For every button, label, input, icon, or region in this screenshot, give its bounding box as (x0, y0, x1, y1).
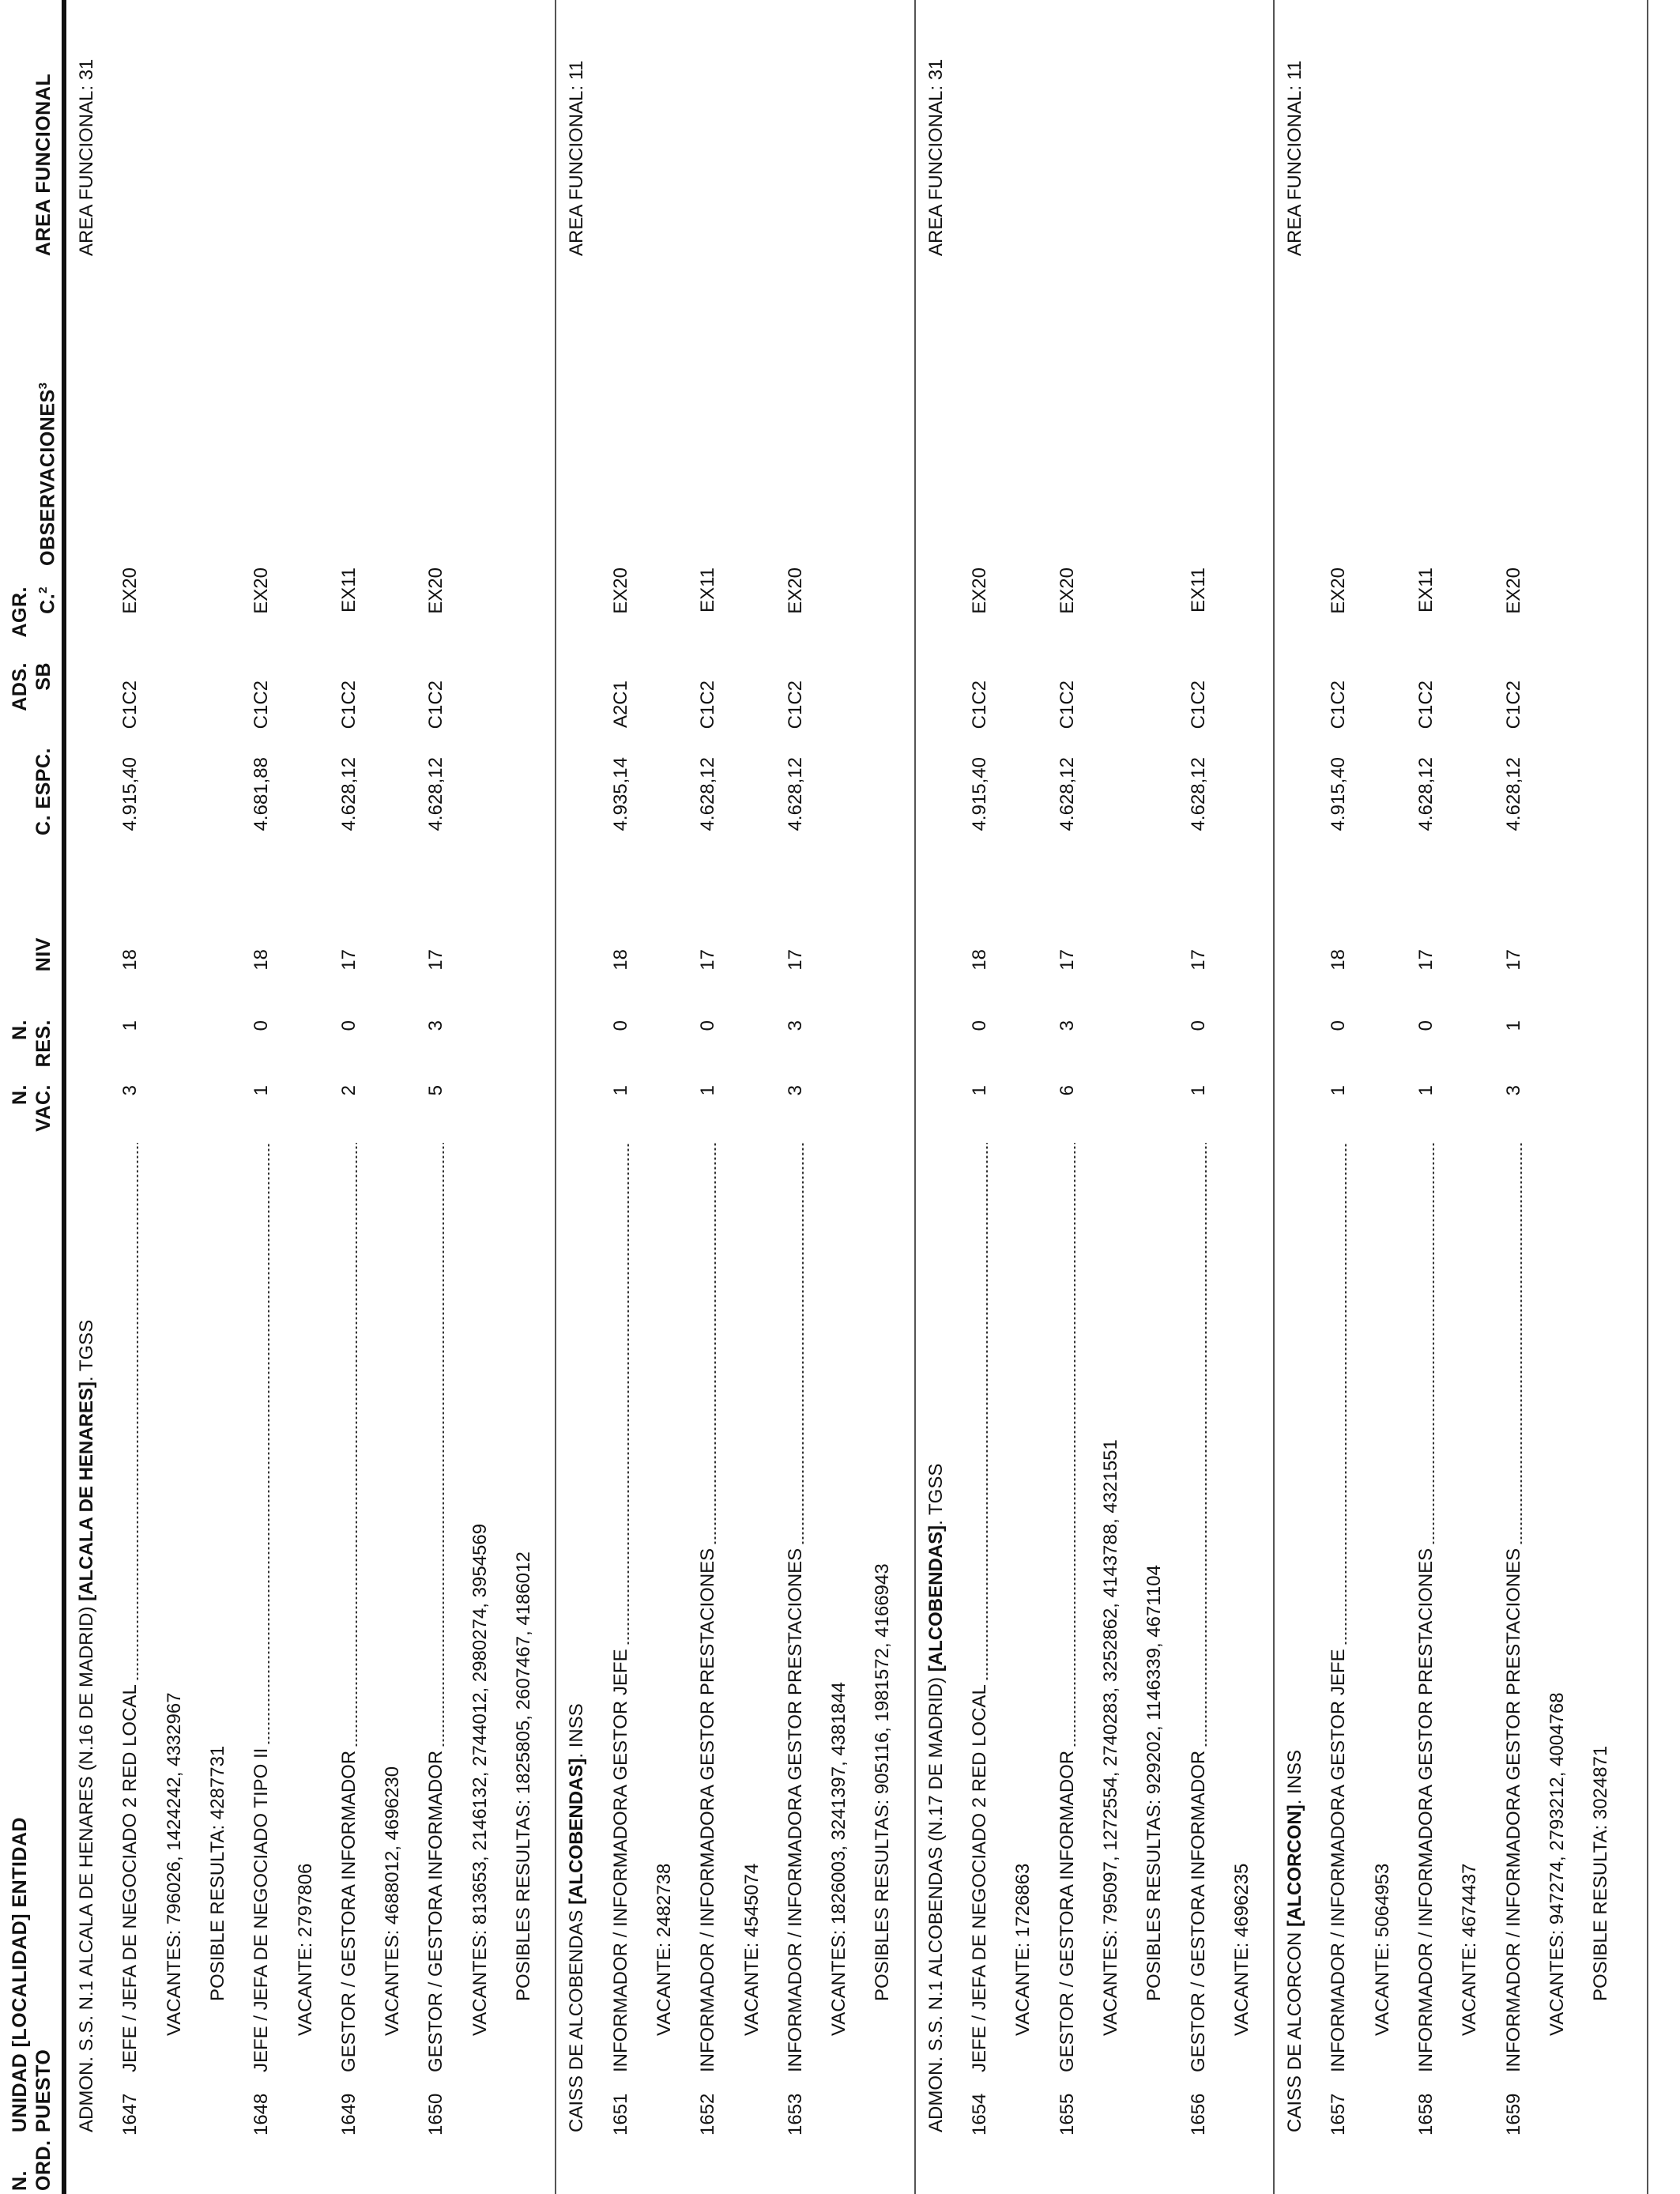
table-row-res: 0 (969, 1020, 990, 1031)
table-row-ads: C1C2 (1415, 680, 1437, 729)
area-funcional: AREA FUNCIONAL: 11 (566, 60, 588, 256)
table-row-ord: 1655 (1056, 2093, 1078, 2136)
table-row-ord: 1650 (425, 2093, 447, 2136)
table-row-detail: POSIBLES RESULTAS: 905116, 1981572, 4166943 (872, 1563, 894, 2001)
table-row-vac: 1 (609, 1085, 631, 1096)
table-row-espc: 4.628,12 (1502, 757, 1524, 831)
table-row-res: 0 (1187, 1020, 1209, 1031)
table-row-detail: VACANTE: 4674437 (1459, 1863, 1481, 2036)
table-row-detail: VACANTE: 2482738 (653, 1863, 675, 2036)
dot-leader (1074, 1143, 1075, 1747)
table-row-agr: EX20 (119, 567, 141, 614)
unit-name: ADMON. S.S. N.1 ALCOBENDAS (N.17 DE MADRID) (925, 1672, 947, 2132)
header-agr-c (8, 586, 59, 647)
header-n-res-line1: N. (9, 1020, 31, 1040)
table-row-detail: VACANTE: 4545074 (740, 1863, 763, 2036)
table-row-ord: 1657 (1328, 2093, 1350, 2136)
section-divider (914, 0, 916, 2194)
table-row-puesto: GESTOR / GESTORA INFORMADOR (337, 1750, 360, 2072)
table-row-ads: C1C2 (1056, 680, 1078, 729)
table-row-agr: EX20 (609, 567, 631, 614)
header-agr-sup: 2 (36, 586, 50, 594)
table-row-niv: 17 (337, 949, 360, 971)
table-row-res: 3 (1056, 1020, 1078, 1031)
unit-locality: [ALCALA DE HENARES] (76, 1382, 97, 1601)
dot-leader (1205, 1143, 1207, 1747)
header-area-funcional: AREA FUNCIONAL (32, 73, 55, 256)
table-row-ads: C1C2 (119, 680, 141, 729)
table-row-ads: C1C2 (425, 680, 447, 729)
bottom-rule (1647, 0, 1648, 2194)
table-row-niv: 18 (1328, 949, 1350, 971)
table-row-detail: POSIBLES RESULTAS: 929202, 1146339, 4671104 (1143, 1565, 1166, 2001)
table-row-detail: VACANTES: 795097, 1272554, 2740283, 3252862, 4143788, 4321551 (1099, 1439, 1121, 2036)
table-row-espc: 4.628,12 (1415, 757, 1437, 831)
table-row-ads: C1C2 (1328, 680, 1350, 729)
table-row-espc: 4.628,12 (784, 757, 806, 831)
table-row-espc: 4.915,40 (1328, 757, 1350, 831)
unit-name: ADMON. S.S. N.1 ALCALA DE HENARES (N.16 DE MADRID) (76, 1600, 97, 2132)
table-row-agr: EX11 (1415, 567, 1437, 613)
table-row-ord: 1658 (1415, 2093, 1437, 2136)
table-row-res: 0 (1415, 1020, 1437, 1031)
header-n-vac (8, 1084, 55, 1137)
table-row-puesto: GESTOR / GESTORA INFORMADOR (1187, 1750, 1209, 2072)
header-agr-line2: C.$^2$ (36, 586, 59, 614)
table-row-niv: 18 (969, 949, 990, 971)
table-row-detail: POSIBLE RESULTA: 4287731 (206, 1745, 228, 2001)
header-observaciones-sup: 3 (36, 382, 50, 390)
area-funcional: AREA FUNCIONAL: 31 (925, 58, 947, 256)
table-row-ord: 1651 (609, 2093, 631, 2136)
header-unidad-line1: UNIDAD [LOCALIDAD] ENTIDAD (9, 1816, 31, 2132)
header-ads-line2: SB (32, 662, 55, 691)
table-row-ord: 1647 (119, 2093, 141, 2136)
unit-entity: . INSS (566, 1703, 588, 1759)
table-row-ord: 1654 (969, 2093, 990, 2136)
table-row-detail: VACANTE: 1726863 (1012, 1863, 1034, 2036)
table-row-vac: 6 (1056, 1085, 1078, 1096)
table-row-ads: C1C2 (250, 680, 273, 729)
table-row-puesto: INFORMADOR / INFORMADORA GESTOR PRESTACIONES (1415, 1547, 1437, 2072)
unit-entity: . TGSS (925, 1463, 947, 1525)
dot-leader (443, 1143, 444, 1747)
unit-heading (76, 1320, 98, 2132)
table-row-ord: 1656 (1187, 2093, 1209, 2136)
table-row-niv: 17 (425, 949, 447, 971)
table-row-ads: C1C2 (1502, 680, 1524, 729)
table-row-espc: 4.681,88 (250, 757, 273, 831)
table-row-vac: 1 (1187, 1085, 1209, 1096)
table-row-detail: POSIBLE RESULTA: 3024871 (1590, 1745, 1612, 2001)
table-row-ads: C1C2 (697, 680, 719, 729)
dot-leader (986, 1143, 988, 1681)
dot-leader (268, 1143, 269, 1745)
table-row-niv: 17 (1056, 949, 1078, 971)
table-row-puesto: GESTOR / GESTORA INFORMADOR (425, 1750, 447, 2072)
header-n-res (8, 1020, 55, 1072)
table-row-detail: POSIBLES RESULTAS: 1825805, 2607467, 4186012 (513, 1551, 534, 2001)
table-row-agr: EX20 (250, 567, 273, 614)
table-row-niv: 17 (1415, 949, 1437, 971)
table-row-niv: 18 (609, 949, 631, 971)
unit-heading (925, 1464, 947, 2132)
header-unidad-line2: PUESTO (32, 2049, 55, 2132)
dot-leader (356, 1143, 357, 1747)
table-row-ord: 1652 (697, 2093, 719, 2136)
table-row-res: 0 (1328, 1020, 1350, 1031)
table-row-ads: C1C2 (784, 680, 806, 729)
header-observaciones-label: OBSERVACIONES (36, 389, 59, 566)
area-funcional: AREA FUNCIONAL: 31 (76, 58, 97, 256)
table-row-ord: 1653 (784, 2093, 806, 2136)
dot-leader (627, 1143, 629, 1646)
table-row-puesto: INFORMADOR / INFORMADORA GESTOR PRESTACIONES (784, 1547, 806, 2072)
table-row-vac: 1 (1328, 1085, 1350, 1096)
table-row-espc: 4.628,12 (1056, 757, 1078, 831)
table-row-detail: VACANTES: 947274, 2793212, 4004768 (1546, 1692, 1568, 2036)
table-row-agr: EX20 (1328, 567, 1350, 614)
dot-leader (137, 1143, 138, 1681)
table-row-espc: 4.935,14 (609, 757, 631, 831)
table-row-detail: VACANTES: 1826003, 3241397, 4381844 (828, 1682, 850, 2036)
table-row-niv: 18 (119, 949, 141, 971)
table-row-ads: C1C2 (1187, 680, 1209, 729)
table-row-vac: 3 (1502, 1085, 1524, 1096)
table-row-espc: 4.915,40 (119, 757, 141, 831)
table-row-ord: 1649 (337, 2093, 360, 2136)
table-row-niv: 17 (1187, 949, 1209, 971)
table-row-espc: 4.628,12 (337, 757, 360, 831)
table-row-agr: EX11 (337, 567, 360, 613)
table-row-vac: 1 (1415, 1085, 1437, 1096)
table-row-puesto: JEFE / JEFA DE NEGOCIADO TIPO II (250, 1747, 273, 2072)
table-row-ord: 1659 (1502, 2093, 1524, 2136)
table-row-puesto: JEFE / JEFA DE NEGOCIADO 2 RED LOCAL (969, 1684, 990, 2072)
table-row-res: 0 (697, 1020, 719, 1031)
table-row-detail: VACANTE: 2797806 (294, 1863, 316, 2036)
table-row-detail: VACANTE: 4696235 (1230, 1863, 1252, 2036)
table-row-espc: 4.915,40 (969, 757, 990, 831)
header-rule (62, 0, 66, 2194)
unit-name: CAISS DE ALCOBENDAS (566, 1904, 588, 2132)
table-row-res: 3 (784, 1020, 806, 1031)
table-row-puesto: GESTOR / GESTORA INFORMADOR (1056, 1750, 1078, 2072)
table-row-agr: EX20 (784, 567, 806, 614)
header-agr-line1: AGR. (9, 586, 31, 638)
table-row-agr: EX11 (697, 567, 719, 613)
header-ads-sb (8, 662, 55, 722)
table-row-puesto: INFORMADOR / INFORMADORA GESTOR JEFE (1328, 1649, 1350, 2072)
table-row-detail: VACANTES: 796026, 1424242, 4332967 (163, 1692, 185, 2036)
table-row-niv: 17 (784, 949, 806, 971)
table-row-vac: 5 (425, 1085, 447, 1096)
table-row-res: 3 (425, 1020, 447, 1031)
unit-entity: . INSS (1284, 1749, 1306, 1805)
table-row-res: 1 (119, 1020, 141, 1031)
header-n-ord (8, 2140, 55, 2192)
table-row-vac: 1 (969, 1085, 990, 1096)
header-observaciones (32, 382, 59, 566)
table-row-puesto: INFORMADOR / INFORMADORA GESTOR PRESTACIONES (1502, 1547, 1524, 2072)
table-row-niv: 17 (697, 949, 719, 971)
header-n-res-line2: RES. (32, 1020, 55, 1068)
table-row-agr: EX11 (1187, 567, 1209, 613)
table-row-ads: C1C2 (337, 680, 360, 729)
table-row-niv: 17 (1502, 949, 1524, 971)
dot-leader (1345, 1143, 1347, 1646)
table-row-agr: EX20 (1502, 567, 1524, 614)
header-unidad (8, 1817, 55, 2132)
table-row-vac: 1 (250, 1085, 273, 1096)
table-row-puesto: JEFE / JEFA DE NEGOCIADO 2 RED LOCAL (119, 1684, 141, 2072)
table-row-espc: 4.628,12 (697, 757, 719, 831)
table-row-ord: 1648 (250, 2093, 273, 2136)
table-row-vac: 3 (784, 1085, 806, 1096)
table-row-agr: EX20 (1056, 567, 1078, 614)
table-row-res: 0 (609, 1020, 631, 1031)
header-n-ord-line2: ORD. (32, 2139, 55, 2191)
table-row-res: 1 (1502, 1020, 1524, 1031)
table-row-res: 0 (337, 1020, 360, 1031)
header-n-vac-line2: VAC. (32, 1084, 55, 1132)
table-row-detail: VACANTES: 813653, 2146132, 2744012, 2980274, 3954569 (469, 1523, 491, 2036)
table-row-puesto: INFORMADOR / INFORMADORA GESTOR PRESTACIONES (697, 1547, 719, 2072)
dot-leader (802, 1143, 804, 1545)
table-row-detail: VACANTE: 5064953 (1371, 1863, 1393, 2036)
dot-leader (714, 1143, 716, 1545)
area-funcional: AREA FUNCIONAL: 11 (1284, 60, 1306, 256)
unit-locality: [ALCOBENDAS] (566, 1758, 588, 1905)
table-row-niv: 18 (250, 949, 273, 971)
table-row-vac: 2 (337, 1085, 360, 1096)
header-n-ord-line1: N. (9, 2170, 31, 2191)
unit-name: CAISS DE ALCORCON (1284, 1926, 1306, 2132)
section-divider (1273, 0, 1275, 2194)
table-row-agr: EX20 (425, 567, 447, 614)
table-row-ads: C1C2 (969, 680, 990, 729)
unit-heading (1284, 1750, 1306, 2132)
header-niv: NIV (32, 937, 55, 972)
unit-heading (566, 1703, 588, 2132)
unit-locality: [ALCORCON] (1284, 1804, 1306, 1927)
table-row-res: 0 (250, 1020, 273, 1031)
table-row-detail: VACANTES: 4688012, 4696230 (382, 1766, 404, 2036)
header-n-vac-line1: N. (9, 1084, 31, 1105)
unit-locality: [ALCOBENDAS] (925, 1525, 947, 1672)
header-c-espc: C. ESPC. (32, 748, 55, 835)
dot-leader (1520, 1143, 1522, 1545)
section-divider (555, 0, 556, 2194)
header-ads-line1: ADS. (9, 662, 31, 711)
table-row-espc: 4.628,12 (1187, 757, 1209, 831)
table-row-espc: 4.628,12 (425, 757, 447, 831)
table-row-vac: 3 (119, 1085, 141, 1096)
table-row-agr: EX20 (969, 567, 990, 614)
table-row-puesto: INFORMADOR / INFORMADORA GESTOR JEFE (609, 1649, 631, 2072)
table-row-ads: A2C1 (609, 680, 631, 729)
dot-leader (1433, 1143, 1434, 1545)
table-row-vac: 1 (697, 1085, 719, 1096)
unit-entity: . TGSS (76, 1319, 97, 1382)
